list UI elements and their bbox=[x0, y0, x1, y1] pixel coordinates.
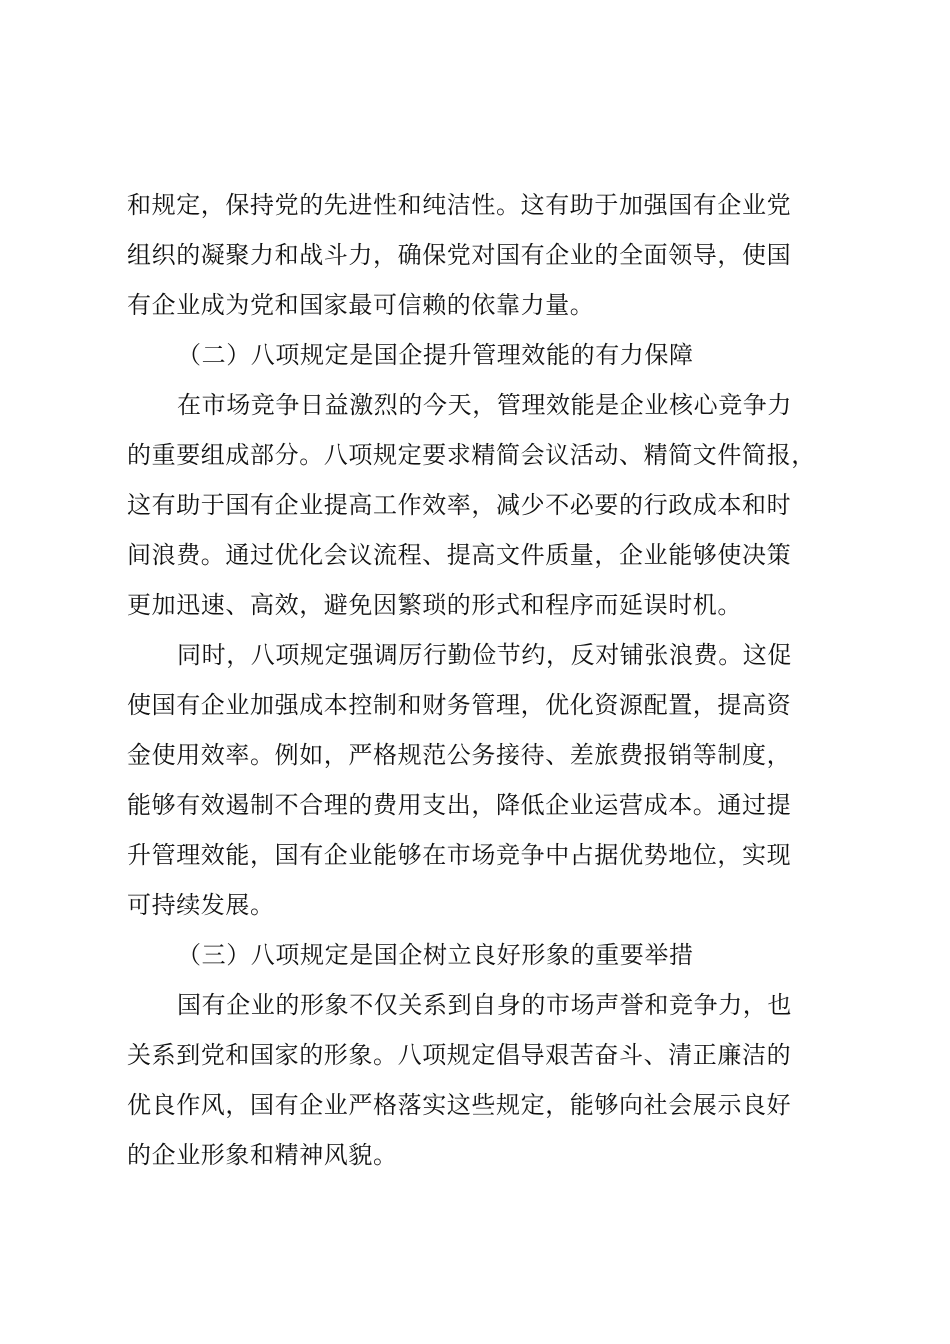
text-line: 有企业成为党和国家最可信赖的依靠力量。 bbox=[127, 291, 595, 319]
document-body bbox=[127, 180, 833, 1180]
paragraph-first-line: 在市场竞争日益激烈的今天，管理效能是企业核心竞争力 bbox=[177, 391, 792, 419]
text-line: 这有助于国有企业提高工作效率，减少不必要的行政成本和时 bbox=[127, 491, 792, 519]
paragraph-first-line: 国有企业的形象不仅关系到自身的市场声誉和竞争力，也 bbox=[177, 991, 792, 1019]
text-line: 更加迅速、高效，避免因繁琐的形式和程序而延误时机。 bbox=[127, 591, 742, 619]
text-line: 优良作风，国有企业严格落实这些规定，能够向社会展示良好 bbox=[127, 1091, 792, 1119]
text-line: 的重要组成部分。八项规定要求精简会议活动、精简文件简报， bbox=[127, 441, 816, 469]
text-line: 间浪费。通过优化会议流程、提高文件质量，企业能够使决策 bbox=[127, 541, 792, 569]
text-line: 可持续发展。 bbox=[127, 891, 275, 919]
text-line: 能够有效遏制不合理的费用支出，降低企业运营成本。通过提 bbox=[127, 791, 792, 819]
text-line: 使国有企业加强成本控制和财务管理，优化资源配置，提高资 bbox=[127, 691, 792, 719]
text-line: 和规定，保持党的先进性和纯洁性。这有助于加强国有企业党 bbox=[127, 191, 792, 219]
section-heading: （三）八项规定是国企树立良好形象的重要举措 bbox=[177, 941, 694, 969]
text-line: 的企业形象和精神风貌。 bbox=[127, 1141, 398, 1169]
text-line: 组织的凝聚力和战斗力，确保党对国有企业的全面领导，使国 bbox=[127, 241, 792, 269]
text-line: 升管理效能，国有企业能够在市场竞争中占据优势地位，实现 bbox=[127, 841, 792, 869]
paragraph-first-line: 同时，八项规定强调厉行勤俭节约，反对铺张浪费。这促 bbox=[177, 641, 792, 669]
section-heading: （二）八项规定是国企提升管理效能的有力保障 bbox=[177, 341, 694, 369]
text-line: 关系到党和国家的形象。八项规定倡导艰苦奋斗、清正廉洁的 bbox=[127, 1041, 792, 1069]
text-line: 金使用效率。例如，严格规范公务接待、差旅费报销等制度， bbox=[127, 741, 792, 769]
